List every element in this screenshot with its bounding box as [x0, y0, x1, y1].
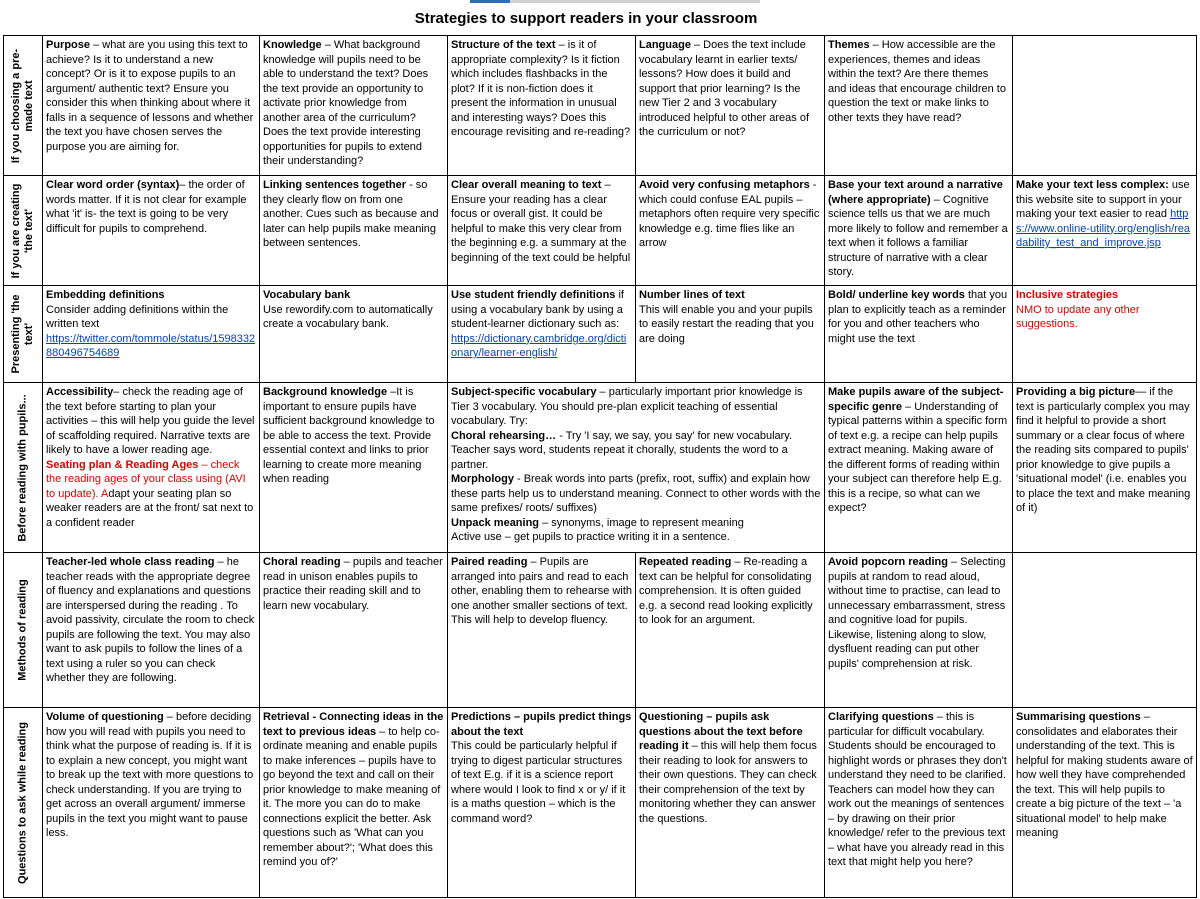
- row-label-premade: If you choosing a pre- made text: [4, 36, 43, 176]
- cell-big-picture: Providing a big picture— if the text is particularly complex you may find it helpful to provide a short summary or a clear focus of where the reading sits compared to pupils' prior knowledge to give pupils a 'situational model' (i.e. enables you to place the text and make meaning of it): [1013, 383, 1197, 553]
- table-row-presenting-text: [4, 286, 1197, 383]
- cell-inclusive-strategies: Inclusive strategies NMO to update any other suggestions.: [1013, 286, 1197, 383]
- cell-subject-vocabulary: Subject-specific vocabulary – particularly important prior knowledge is Tier 3 vocabulary. You should pre-plan explicit teaching of essential vocabulary. Try: Choral rehearsing… - Try 'I say, we say, you say' for new vocabulary. Teacher says word, students repeat it chorally, students the word to a partner. Morphology - Break words into parts (prefix, root, suffix) and explain how these parts help us to understand meaning. Connect to other words with the same prefixes/ roots/ suffixes) Unpack meaning – synonyms, image to represent meaning Active use – get pupils to practice writing it in a sentence.: [448, 383, 825, 553]
- cell-questioning: Questioning – pupils ask questions about the text before reading it – this will help them focus their reading to look for answers to their own questions. They can check their comprehension of the text by monitoring whether they can answer the questions.: [636, 708, 825, 898]
- cell-summarising: Summarising questions – consolidates and elaborates their understanding of the text. This is helpful for making students aware of how well they have comprehended the text. This will help pupils to create a big picture of the text – 'a situational model' to help make meaning: [1013, 708, 1197, 898]
- cell-choral-reading: Choral reading – pupils and teacher read in unison enables pupils to practice their reading skill and to learn new vocabulary.: [260, 553, 448, 708]
- twitter-link[interactable]: https://twitter.com/tommole/status/1598332880496754689: [46, 332, 256, 359]
- cell-repeated-reading: Repeated reading – Re-reading a text can be helpful for consolidating comprehension. It is often guided e.g. a second read looking explicitly to look for an argument.: [636, 553, 825, 708]
- page-title: Strategies to support readers in your classroom: [414, 10, 758, 27]
- cell-empty: [1013, 553, 1197, 708]
- cell-linking-sentences: Linking sentences together - so they clearly flow on from one another. Cues such as because and later can help pupils make meaning between sentences.: [260, 176, 448, 286]
- cell-metaphors: Avoid very confusing metaphors - which could confuse EAL pupils – metaphors often require very specific knowledge e.g. time flies like an arrow: [636, 176, 825, 286]
- cell-accessibility: Accessibility– check the reading age of the text before starting to plan your activities – this will help you guide the level of scaffolding required. Narrative texts are likely to have a lower reading age. Seating plan & Reading Ages – check the reading ages of your class using (AVI to update). Adapt your seating plan so weaker readers are at the front/ sat next to a confident reader: [43, 383, 260, 553]
- cell-clarifying: Clarifying questions – this is particular for difficult vocabulary. Students should be encouraged to highlight words or phrases they don't understand they need to be clarified. Teachers can model how they can work out the meanings of sentences – by drawing on their prior knowledge/ refer to the previous text – what have you already read in this text that might help you here?: [825, 708, 1013, 898]
- cell-narrative: Base your text around a narrative (where appropriate) – Cognitive science tells us that we are much more likely to follow and remember a text when it follows a familiar structure of narrative with a clear story.: [825, 176, 1013, 286]
- cell-bold-underline: Bold/ underline key words that you plan to explicitly teach as a reminder for you and other teachers who might use the text: [825, 286, 1013, 383]
- cell-predictions: Predictions – pupils predict things about the text This could be particularly helpful if trying to digest particular structures of text E.g. if it is a science report where would I look to find x or y/ if it is a maths question – which is the command word?: [448, 708, 636, 898]
- row-label-questions: Questions to ask while reading: [4, 708, 43, 898]
- cell-number-lines: Number lines of text This will enable you and your pupils to easily restart the reading that you are doing: [636, 286, 825, 383]
- table-row-premade-text: [4, 36, 1197, 176]
- readability-link[interactable]: https://www.online-utility.org/english/readability_test_and_improve.jsp: [1016, 208, 1191, 249]
- cell-less-complex: Make your text less complex: use this website site to support in your making your text easier to read https://www.online-utility.org/english/readability_test_and_improve.jsp: [1013, 176, 1197, 286]
- cell-overall-meaning: Clear overall meaning to text – Ensure your reading has a clear focus or overall gist. It could be helpful to make this very clear from the beginning e.g. a summary at the beginning of the text could be helpful: [448, 176, 636, 286]
- table-row-creating-text: [4, 176, 1197, 286]
- cambridge-dictionary-link[interactable]: https://dictionary.cambridge.org/dictionary/learner-english/: [451, 332, 627, 359]
- cell-vocabulary-bank: Vocabulary bank Use rewordify.com to automatically create a vocabulary bank.: [260, 286, 448, 383]
- cell-retrieval: Retrieval - Connecting ideas in the text to previous ideas – to help co-ordinate meaning and enable pupils to make inferences – pupils have to go beyond the text and call on their prior knowledge to make meaning of it. The more you can do to make connections explicit the better. Ask questions such as 'What can you remember about?'; 'What does this remind you of?': [260, 708, 448, 898]
- row-label-creating: If you are creating 'the text': [4, 176, 43, 286]
- table-row-methods-of-reading: [4, 553, 1197, 708]
- cell-paired-reading: Paired reading – Pupils are arranged into pairs and read to each other, enabling them to rehearse with one another smaller sections of text. This will help to develop fluency.: [448, 553, 636, 708]
- table-row-questions: [4, 708, 1197, 898]
- cell-empty: [1013, 36, 1197, 176]
- cell-subject-genre: Make pupils aware of the subject-specific genre – Understanding of typical patterns within a specific form of text e.g. a recipe can help pupils extract meaning. Making aware of the different forms of reading within your subject can therefore help E.g. this is a recipe, so what can we expect?: [825, 383, 1013, 553]
- row-label-methods: Methods of reading: [4, 553, 43, 708]
- row-label-presenting: Presenting 'the text': [4, 286, 43, 383]
- cell-teacher-led-reading: Teacher-led whole class reading – he teacher reads with the appropriate degree of fluency and explanations and questions are interspersed during the reading . To avoid passivity, circulate the room to check pupils are following the text. You may also want to ask pupils to follow the lines of a text using a ruler so you can check whether they are following.: [43, 553, 260, 708]
- cell-word-order: Clear word order (syntax)– the order of words matter. If it is not clear for example what 'it' is- the text is going to be very difficult for pupils to comprehend.: [43, 176, 260, 286]
- cell-purpose: Purpose – what are you using this text to achieve? Is it to understand a new concept? Or is it to expose pupils to an argument/ authentic text? Ensure you consider this when thinking about where it falls in a sequence of lessons and whether the text you have chosen serves the purpose you are aiming for.: [43, 36, 260, 176]
- table-row-before-reading: [4, 383, 1197, 553]
- cell-popcorn-reading: Avoid popcorn reading – Selecting pupils at random to read aloud, without time to practise, can lead to unnecessary embarrassment, stress and cognitive load for pupils. Likewise, listening along to slow, dysfluent reading can put other pupils' comprehension at risk.: [825, 553, 1013, 708]
- cell-background-knowledge: Background knowledge –It is important to ensure pupils have sufficient background knowledge to be able to access the text. Provide essential context and links to prior learning to create more meaning when reading: [260, 383, 448, 553]
- row-label-before-reading: Before reading with pupils...: [4, 383, 43, 553]
- cell-language: Language – Does the text include vocabulary learnt in earlier texts/ lessons? How does it build and support that prior learning? Is the new Tier 2 and 3 vocabulary introduced helpful to other areas of the curriculum or not?: [636, 36, 825, 176]
- cell-structure: Structure of the text – is it of appropriate complexity? Is it fiction which includes flashbacks in the plot? If it is non-fiction does it present the information in unusual and interesting ways? Does this encourage revisiting and re-reading?: [448, 36, 636, 176]
- cell-embedding-definitions: Embedding definitions Consider adding definitions within the written text https://twitter.com/tommole/status/1598332880496754689: [43, 286, 260, 383]
- cell-student-definitions: Use student friendly definitions if using a vocabulary bank by using a student-learner dictionary such as: https://dictionary.cambridge.org/dictionary/learner-english/: [448, 286, 636, 383]
- strategies-table: [3, 35, 1197, 898]
- cell-knowledge: Knowledge – What background knowledge will pupils need to be able to understand the text? Does the text provide an opportunity to activate prior knowledge from another area of the curriculum? Does the text provide interesting opportunities for pupils to extend their understanding?: [260, 36, 448, 176]
- cell-volume-questioning: Volume of questioning – before deciding how you will read with pupils you need to think what the purpose of reading is. If it is to explain a new concept, you might want to break up the text with more questions to check understanding. If you are trying to get across an overall argument/ immerse pupils in the text you might want to pause less.: [43, 708, 260, 898]
- cell-themes: Themes – How accessible are the experiences, themes and ideas within the text? Are there themes and ideas that encourage children to question the text or make links to other texts they have read?: [825, 36, 1013, 176]
- top-accent-bar: [470, 0, 760, 3]
